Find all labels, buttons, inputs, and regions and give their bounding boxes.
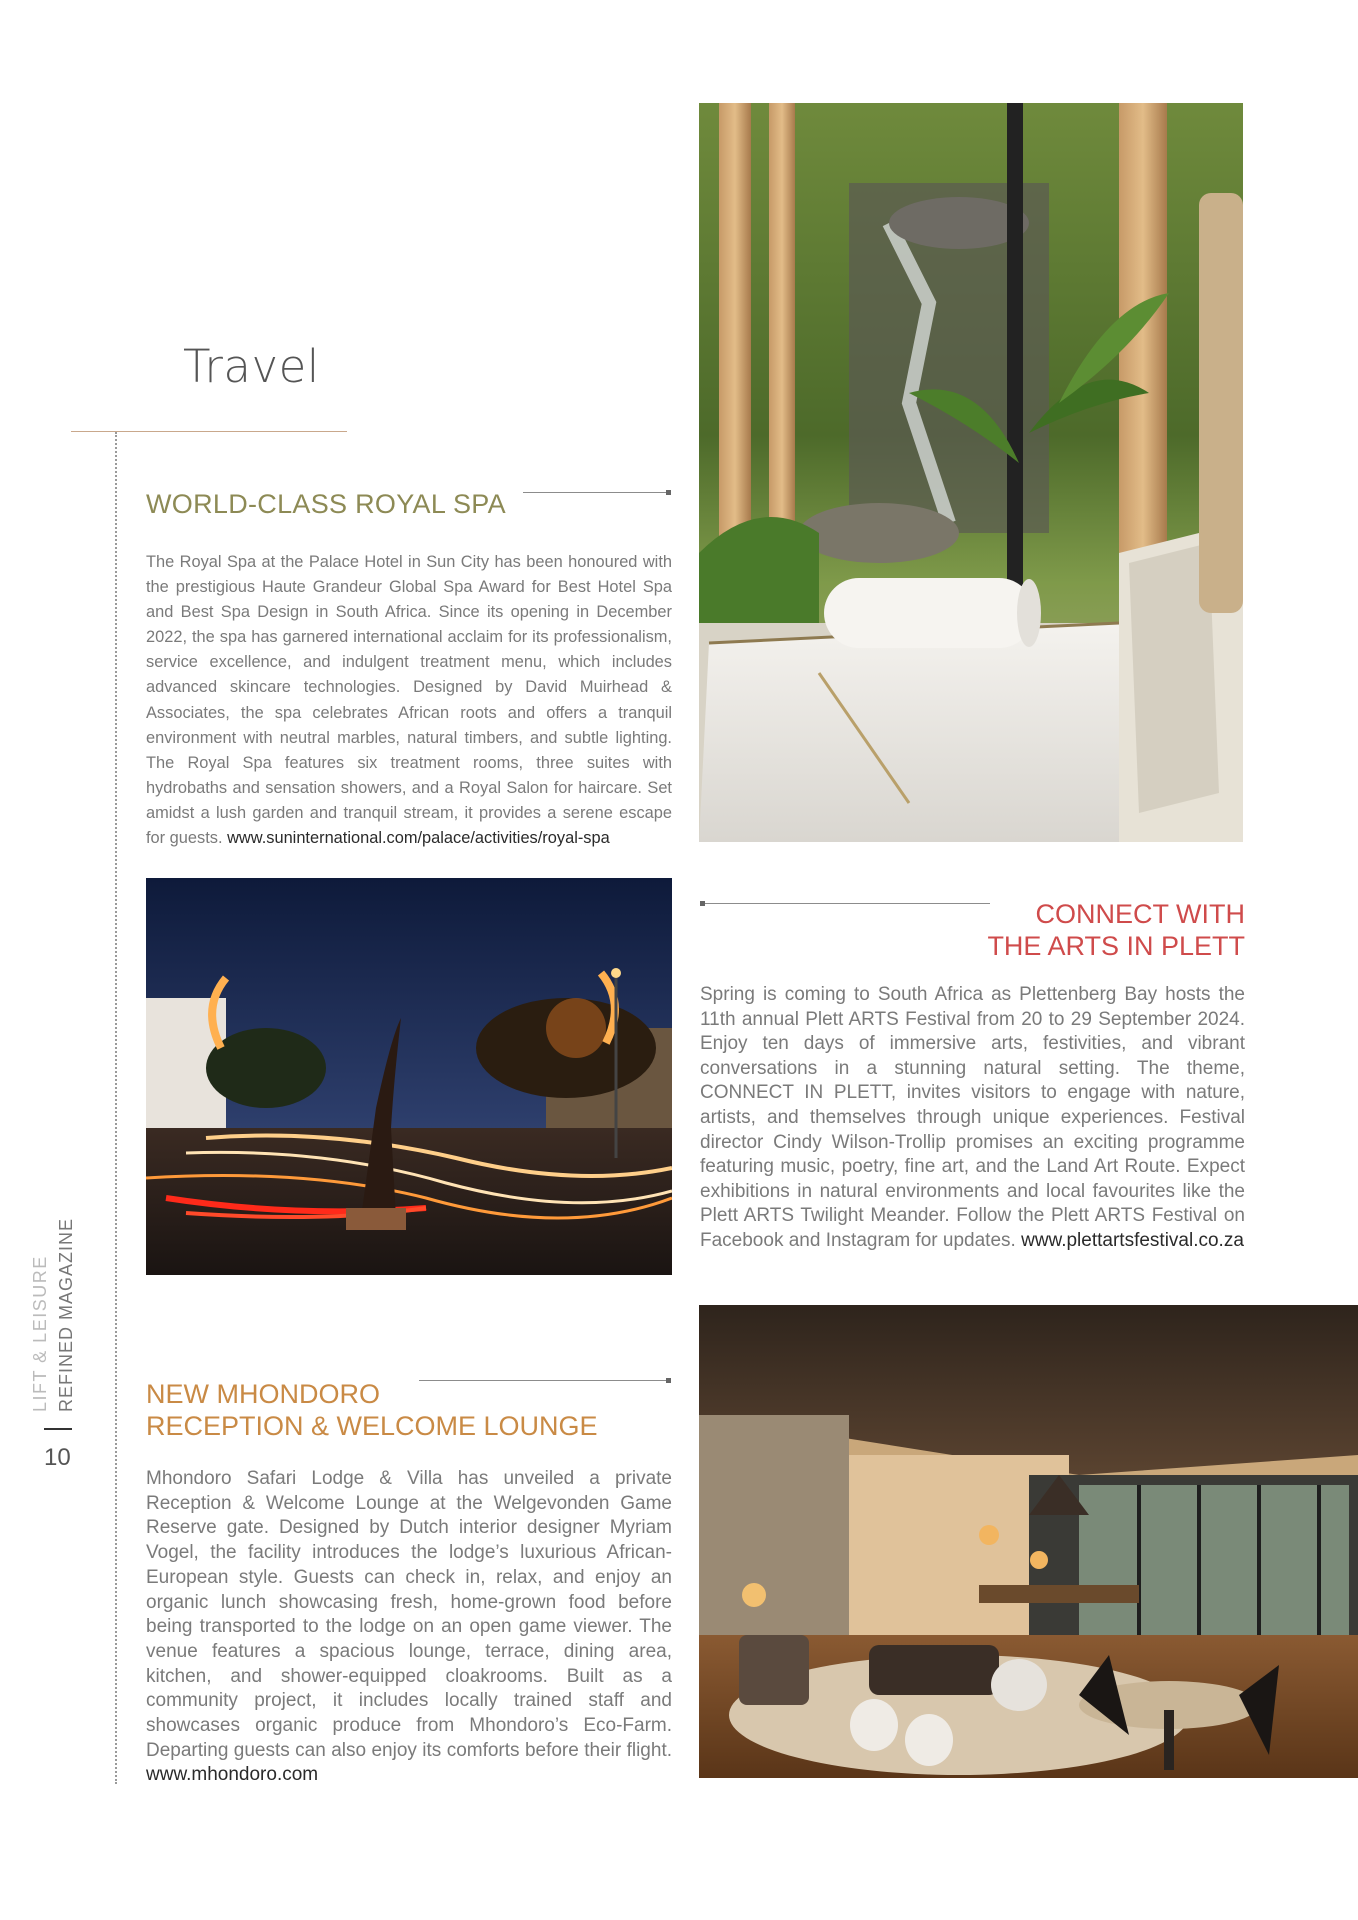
page-number: 10 — [44, 1444, 71, 1471]
magazine-name-line1: LIFT & LEISURE — [30, 1255, 50, 1412]
heading-rule-mhondoro — [419, 1380, 671, 1381]
article-text-royal-spa: The Royal Spa at the Palace Hotel in Sun City has been honoured with the prestigious Haute Grandeur Global Spa Award for Best Hotel Spa and Best Spa Design in South Africa. Since its opening in December 2022, the spa has garnered international acclaim for its professionalism, service excellence, and indulgent treatment menu, which includes advanced skincare technologies. Designed by David Muirhead & Associates, the spa celebrates African roots and offers a tranquil environment with neutral marbles, natural timbers, and subtle lighting. The Royal Spa features six treatment rooms, three suites with hydrobaths and sensation showers, and a Royal Salon for haircare. Set amidst a lush garden and tranquil stream, it provides a serene escape for guests. — [146, 553, 672, 848]
article-title-royal-spa: WORLD-CLASS ROYAL SPA — [146, 489, 506, 519]
article-title-mhondoro-line2: RECEPTION & WELCOME LOUNGE — [146, 1411, 598, 1441]
photo-mhondoro-lounge — [699, 1305, 1358, 1778]
article-title-plett-arts — [905, 898, 1245, 962]
article-title-plett-arts-line2: THE ARTS IN PLETT — [987, 931, 1245, 961]
article-text-mhondoro: Mhondoro Safari Lodge & Villa has unveiled a private Reception & Welcome Lounge at the Welgevonden Game Reserve gate. Designed by Dutch interior designer Myriam Vogel, the facility introduces the lodge’s luxurious African-European style. Guests can check in, relax, and enjoy an organic lunch showcasing fresh, home-grown food before being transported to the lodge on an open game viewer. The venue features a spacious lounge, terrace, dining area, kitchen, and shower-equipped cloakrooms. Built as a community project, it includes locally trained staff and showcases organic produce from Mhondoro’s Eco-Farm. Departing guests can also enjoy its comforts before their flight. — [146, 1468, 672, 1761]
photo-royal-spa — [699, 103, 1243, 842]
photo-plett-street — [146, 878, 672, 1275]
article-text-plett-arts: Spring is coming to South Africa as Plettenberg Bay hosts the 11th annual Plett ARTS Festival from 20 to 29 September 2024. Enjoy ten days of immersive arts, festivities, and vibrant conversations in a stunning natural setting. The theme, CONNECT IN PLETT, invites visitors to engage with nature, artists, and themselves through unique experiences. Festival director Cindy Wilson-Trollip promises an exciting programme featuring music, poetry, fine art, and the Land Art Route. Expect exhibitions in natural environments and local favourites like the Plett ARTS Twilight Meander. Follow the Plett ARTS Festival on Facebook and Instagram for updates. — [700, 984, 1245, 1251]
article-body-royal-spa — [146, 550, 672, 851]
section-title-rule — [71, 431, 347, 432]
article-title-plett-arts-line1: CONNECT WITH — [1035, 899, 1245, 929]
article-body-plett-arts — [700, 983, 1245, 1254]
article-link-plett-arts[interactable]: www.plettartsfestival.co.za — [1021, 1229, 1244, 1251]
heading-rule-royal-spa — [523, 492, 671, 493]
magazine-name-vertical — [27, 1112, 89, 1412]
magazine-name-line2: REFINED MAGAZINE — [56, 1217, 76, 1412]
section-title: Travel — [183, 340, 320, 393]
article-link-mhondoro[interactable]: www.mhondoro.com — [146, 1764, 319, 1786]
article-title-mhondoro — [146, 1378, 598, 1442]
article-body-mhondoro — [146, 1467, 672, 1788]
article-title-mhondoro-line1: NEW MHONDORO — [146, 1379, 380, 1409]
article-link-royal-spa[interactable]: www.suninternational.com/palace/activities/royal-spa — [227, 829, 610, 848]
dotted-margin-rule — [115, 432, 117, 1784]
page-number-bar — [44, 1428, 72, 1430]
